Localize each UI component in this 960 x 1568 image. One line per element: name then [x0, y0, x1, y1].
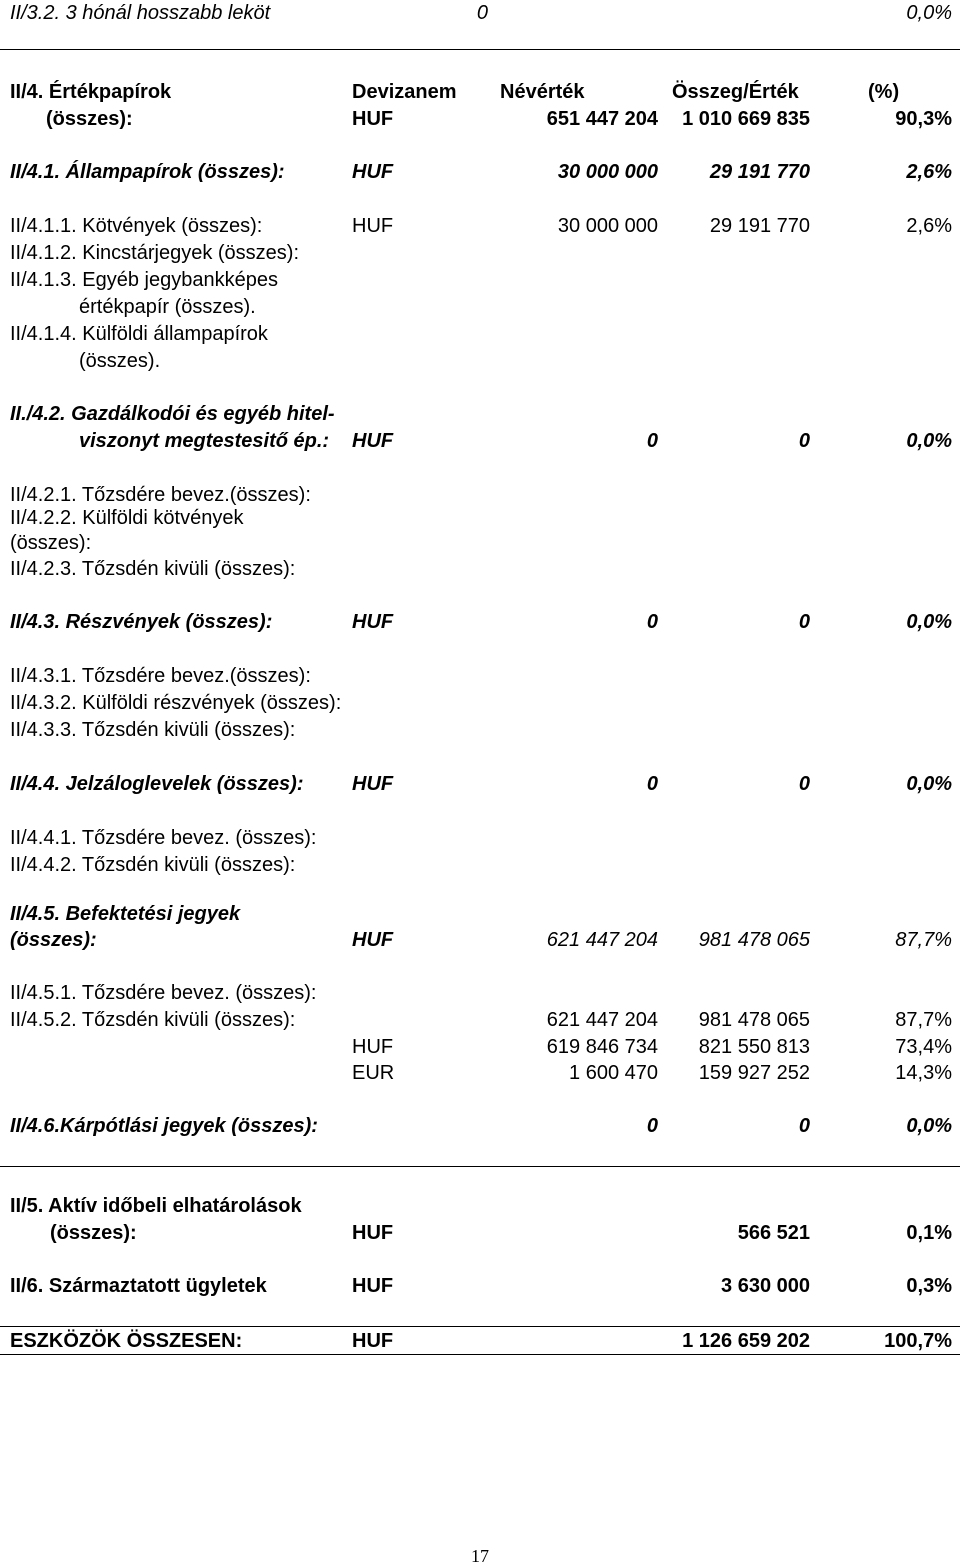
row-total	[0, 1328, 960, 1354]
row-ii4-total	[0, 106, 960, 132]
row-ii452-huf	[0, 1034, 960, 1060]
header-percent: (%)	[868, 81, 900, 103]
header-currency: Devizanem	[352, 81, 457, 103]
row-label: II/4.2.1. Tőzsdére bevez.(összes):	[10, 484, 311, 506]
nominal: 30 000 000	[557, 161, 658, 183]
header-nominal: Névérték	[500, 81, 585, 103]
row-ii46	[0, 1113, 960, 1139]
row-ii422	[0, 505, 960, 531]
currency: HUF	[352, 611, 394, 633]
currency: EUR	[352, 1062, 395, 1084]
section-title: II/4. Értékpapírok	[10, 81, 172, 103]
section-title-cont: (összes):	[10, 929, 97, 951]
currency: HUF	[352, 161, 394, 183]
row-ii44	[0, 771, 960, 797]
amount: 981 478 065	[698, 1009, 810, 1031]
row-label: II/4.2.2. Külföldi kötvények	[10, 507, 244, 529]
nominal: 0	[646, 1115, 658, 1137]
row-ii423	[0, 556, 960, 582]
row-label: II/4.1.2. Kincstárjegyek (összes):	[10, 242, 300, 264]
percent: 2,6%	[906, 161, 952, 183]
section-title: II/4.1. Állampapírok (összes):	[10, 161, 285, 183]
nominal: 0	[646, 430, 658, 452]
row-label: II/4.4.2. Tőzsdén kivüli (összes):	[10, 854, 296, 876]
nominal: 621 447 204	[546, 929, 658, 951]
section-title: II/4.5. Befektetési jegyek	[10, 903, 241, 925]
page-number: 17	[471, 1546, 489, 1566]
row-label: II/4.1.1. Kötvények (összes):	[10, 215, 263, 237]
row-label: II/4.5.1. Tőzsdére bevez. (összes):	[10, 982, 317, 1004]
row-ii451	[0, 980, 960, 1006]
divider	[0, 49, 960, 50]
row-ii431	[0, 663, 960, 689]
nominal: 621 447 204	[546, 1009, 658, 1031]
currency: HUF	[352, 1330, 394, 1352]
row-label-cont: (összes).	[79, 350, 161, 372]
nominal: 0	[646, 773, 658, 795]
row-ii32	[0, 0, 960, 26]
total-label: ESZKÖZÖK ÖSSZESEN:	[10, 1330, 243, 1352]
row-ii422-cont	[0, 530, 960, 556]
row-ii4-header	[0, 79, 960, 105]
row-label: II/4.4.1. Tőzsdére bevez. (összes):	[10, 827, 317, 849]
nominal: 651 447 204	[546, 108, 658, 130]
section-title-cont: (összes):	[46, 108, 133, 130]
row-label: II/4.3.1. Tőzsdére bevez.(összes):	[10, 665, 311, 687]
row-ii411	[0, 213, 960, 239]
section-title: II/5. Aktív időbeli elhatárolások	[10, 1195, 302, 1217]
row-label-cont: (összes):	[10, 532, 92, 554]
row-ii5-cont	[0, 1220, 960, 1246]
row-ii412	[0, 240, 960, 266]
currency: HUF	[352, 1275, 394, 1297]
total-bottom-rule	[0, 1354, 960, 1355]
row-ii442	[0, 852, 960, 878]
currency: HUF	[352, 773, 394, 795]
row-ii433	[0, 717, 960, 743]
nominal: 1 600 470	[569, 1062, 658, 1084]
currency: HUF	[352, 108, 394, 130]
row-label: II/3.2. 3 hónál hosszabb leköt	[10, 2, 271, 24]
row-ii45	[0, 901, 960, 927]
percent: 73,4%	[895, 1036, 952, 1058]
percent: 87,7%	[895, 1009, 952, 1031]
amount: 1 010 669 835	[682, 108, 810, 130]
amount: 0	[798, 773, 810, 795]
value: 0	[476, 2, 488, 24]
row-ii45-cont	[0, 927, 960, 953]
row-ii413-cont	[0, 294, 960, 320]
row-label: II/4.2.3. Tőzsdén kivüli (összes):	[10, 558, 296, 580]
row-label-cont: értékpapír (összes).	[79, 296, 256, 318]
amount: 566 521	[737, 1222, 810, 1244]
percent: 0,0%	[906, 1115, 952, 1137]
row-label: II/4.1.4. Külföldi állampapírok	[10, 323, 268, 345]
row-ii414	[0, 321, 960, 347]
row-label: II/4.3.3. Tőzsdén kivüli (összes):	[10, 719, 296, 741]
section-title: II/6. Származtatott ügyletek	[10, 1275, 267, 1297]
row-ii41	[0, 159, 960, 185]
amount: 0	[798, 1115, 810, 1137]
section-title: II/4.6.Kárpótlási jegyek (összes):	[10, 1115, 318, 1137]
nominal: 0	[646, 611, 658, 633]
amount: 29 191 770	[709, 161, 810, 183]
header-amount: Összeg/Érték	[672, 81, 799, 103]
row-label: II/4.3.2. Külföldi részvények (összes):	[10, 692, 342, 714]
percent: 100,7%	[884, 1330, 952, 1352]
percent: 0,1%	[906, 1222, 952, 1244]
row-ii432	[0, 690, 960, 716]
currency: HUF	[352, 215, 394, 237]
nominal: 30 000 000	[557, 215, 658, 237]
row-ii42	[0, 401, 960, 427]
row-label: II/4.5.2. Tőzsdén kivüli (összes):	[10, 1009, 296, 1031]
divider	[0, 1166, 960, 1167]
amount: 159 927 252	[698, 1062, 810, 1084]
section-title-cont: viszonyt megtestesitő ép.:	[79, 430, 330, 452]
percent: 87,7%	[895, 929, 952, 951]
amount: 29 191 770	[709, 215, 810, 237]
amount: 821 550 813	[698, 1036, 810, 1058]
percent: 14,3%	[895, 1062, 952, 1084]
row-ii414-cont	[0, 348, 960, 374]
section-title: II/4.3. Részvények (összes):	[10, 611, 273, 633]
amount: 0	[798, 611, 810, 633]
row-ii413	[0, 267, 960, 293]
amount: 0	[798, 430, 810, 452]
row-label: II/4.1.3. Egyéb jegybankképes	[10, 269, 278, 291]
amount: 981 478 065	[698, 929, 810, 951]
row-ii42-cont	[0, 428, 960, 454]
percent: 90,3%	[895, 108, 952, 130]
amount: 1 126 659 202	[682, 1330, 810, 1352]
row-ii452-eur	[0, 1060, 960, 1086]
percent: 0,0%	[906, 773, 952, 795]
currency: HUF	[352, 1222, 394, 1244]
row-ii6	[0, 1273, 960, 1299]
section-title-cont: (összes):	[50, 1222, 137, 1244]
currency: HUF	[352, 1036, 394, 1058]
section-title: II/4.4. Jelzáloglevelek (összes):	[10, 773, 304, 795]
row-ii452	[0, 1007, 960, 1033]
total-top-rule	[0, 1326, 960, 1327]
percent: 0,0%	[906, 430, 952, 452]
currency: HUF	[352, 430, 394, 452]
row-ii5	[0, 1193, 960, 1219]
row-ii441	[0, 825, 960, 851]
amount: 3 630 000	[721, 1275, 810, 1297]
percent: 2,6%	[906, 215, 952, 237]
percent: 0,3%	[906, 1275, 952, 1297]
percent: 0,0%	[906, 611, 952, 633]
currency: HUF	[352, 929, 394, 951]
percent: 0,0%	[906, 2, 952, 24]
nominal: 619 846 734	[546, 1036, 658, 1058]
row-ii43	[0, 609, 960, 635]
section-title: II./4.2. Gazdálkodói és egyéb hitel-	[10, 403, 335, 425]
